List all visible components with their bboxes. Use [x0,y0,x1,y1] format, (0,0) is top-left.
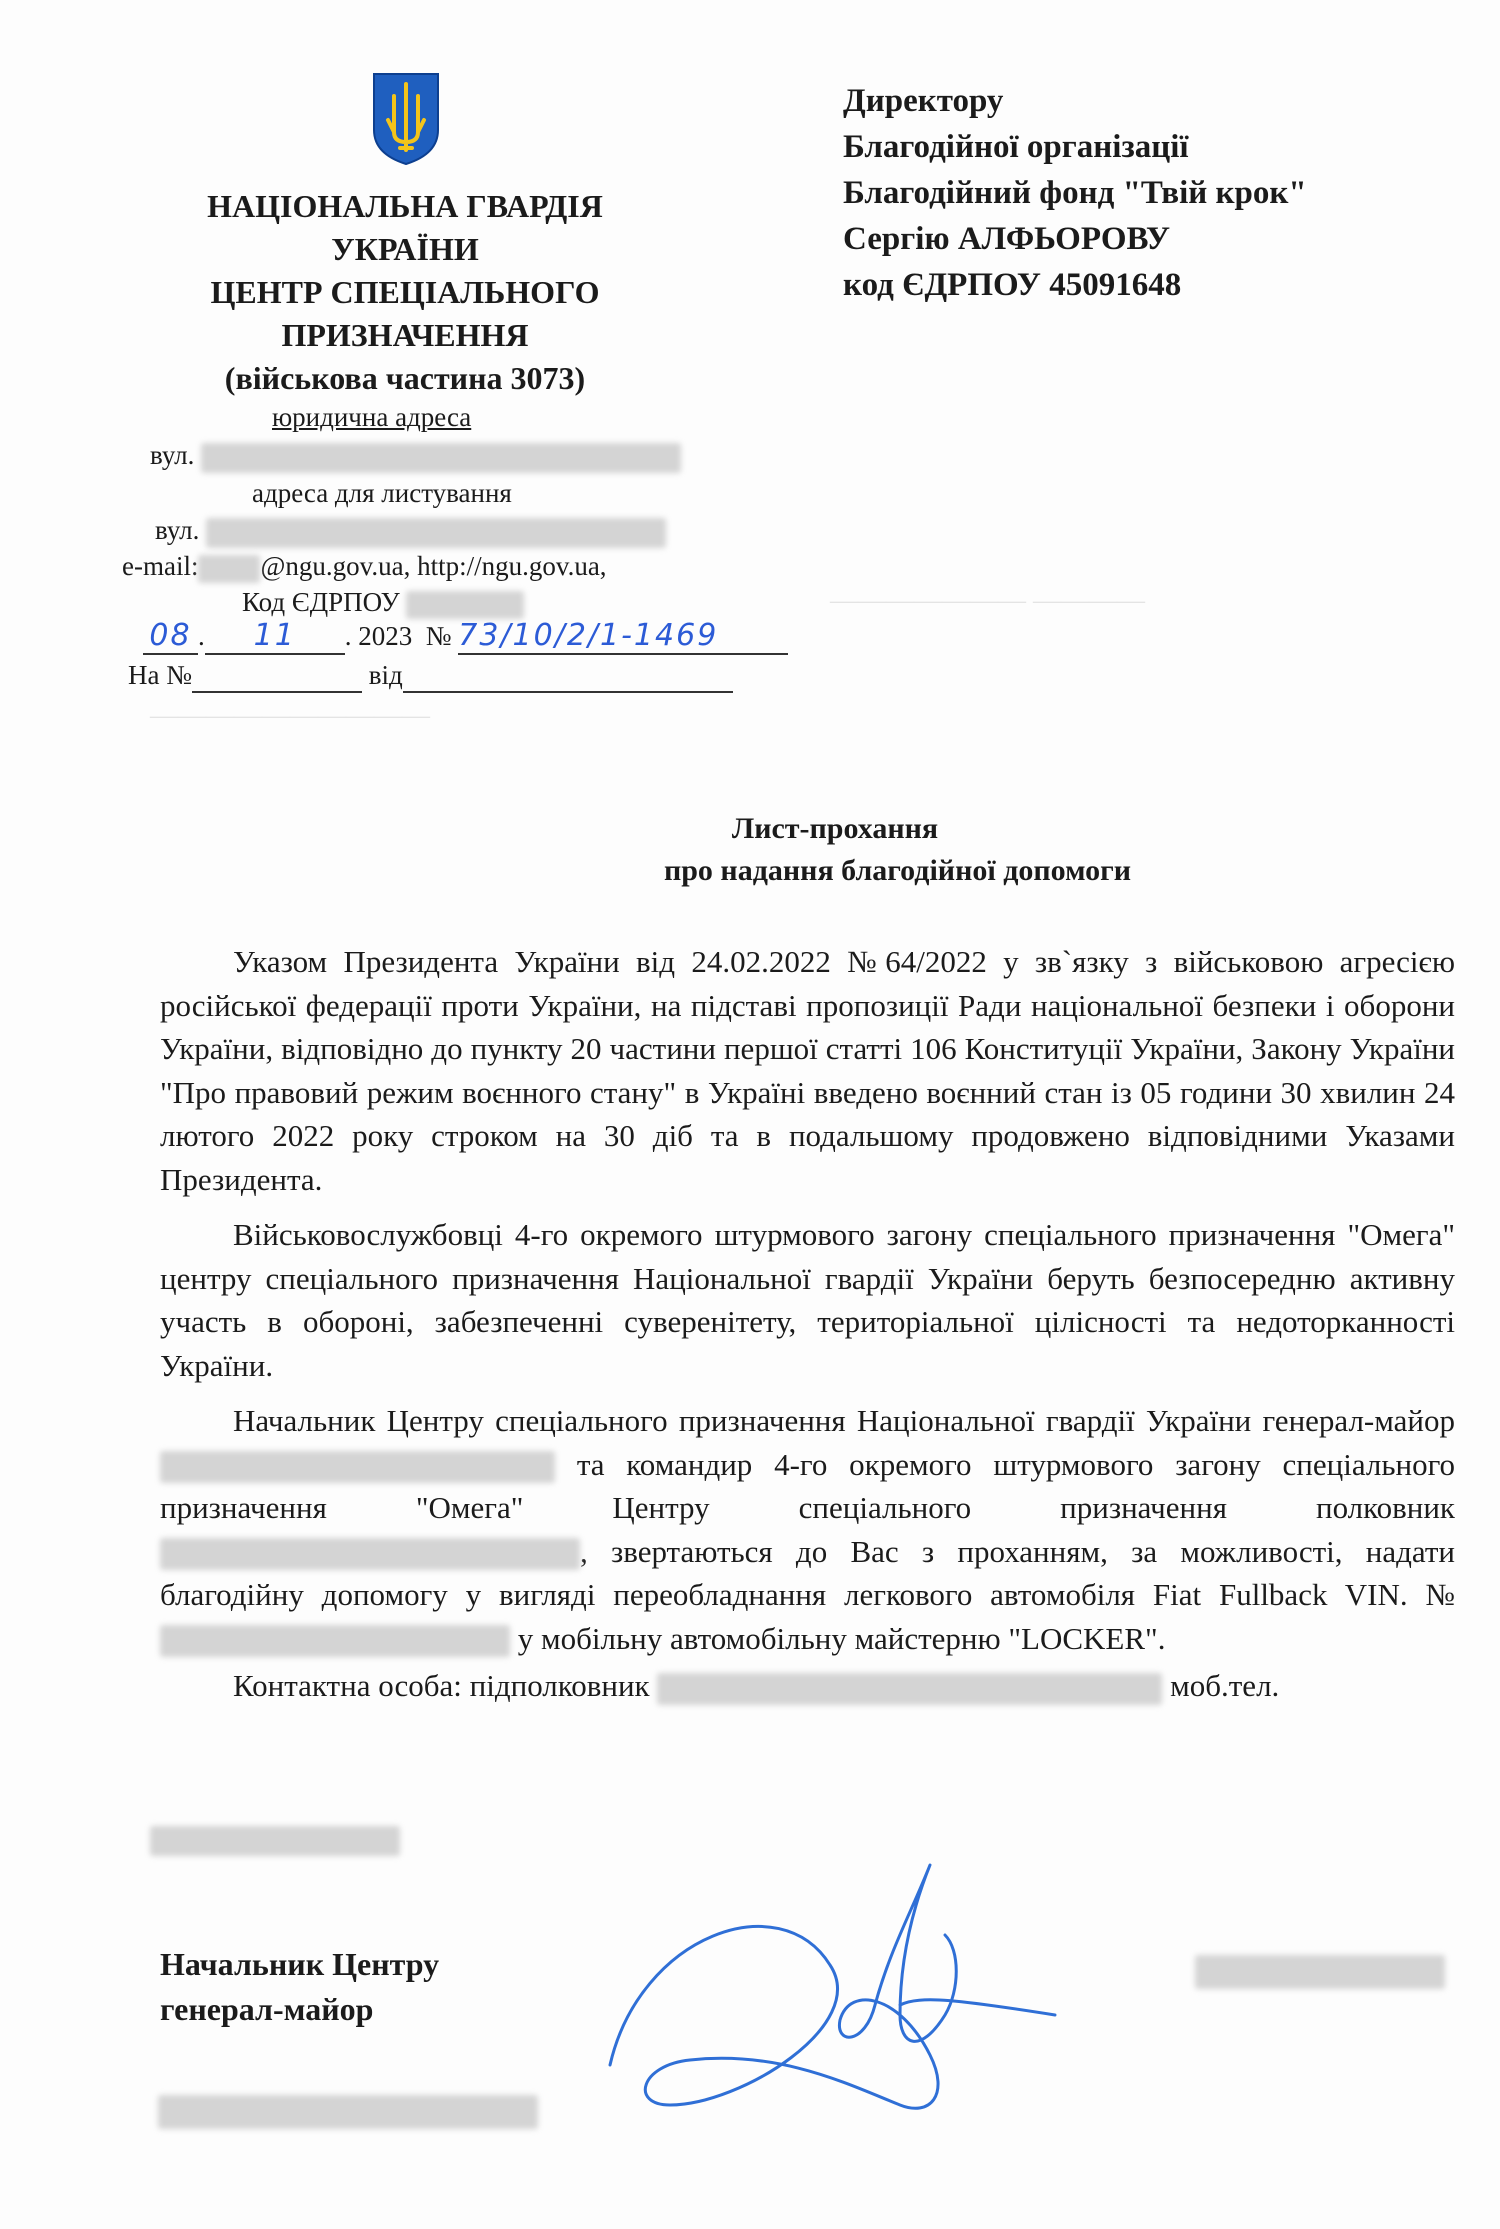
recipient-line: Директору [843,83,1004,119]
redacted-block [160,1538,580,1570]
reply-date-field [403,660,733,693]
request-text: Начальник Центру спеціального призначення Національної гвардії України генерал-майор [233,1403,1455,1438]
paragraph-request [160,1399,1455,1660]
recipient-line: Благодійної організації [843,129,1189,165]
request-text: та командир 4-го окремого штурмового загону спеціального призначення "Омега" Центру спеціального призначення полковник [160,1446,1456,1525]
contact-text: Контактна особа: підполковник [233,1668,650,1703]
street-prefix: вул. [155,515,200,545]
title-line-2: про надання благодійної допомоги [663,854,1132,887]
legal-address-label: юридична адреса [272,402,472,432]
mail-address-label: адреса для листування [252,478,512,508]
date-month-field [205,618,345,655]
redacted-block [657,1673,1162,1705]
reply-from-label: від [368,660,403,690]
redacted-block [406,591,524,619]
coat-of-arms-icon [370,70,442,166]
mail-street-line [155,515,666,548]
recipient-line: Благодійний фонд "Твій крок" [843,175,1307,211]
bleed-through-text: ——————— ———— [830,585,1145,616]
paragraph-contact [160,1664,1455,1708]
org-line: ПРИЗНАЧЕННЯ [281,317,529,353]
date-year: . 2023 [344,621,413,651]
email-domain: @ngu.gov.ua, http://ngu.gov.ua, [260,551,607,581]
street-prefix: вул. [150,440,195,470]
redacted-block [158,2095,538,2129]
request-text: , звертаються до Вас з проханням, за можливості, надати благодійну допомогу у вигляді переобладнання легкового автомобіля Fiat Fullback VIN. № [160,1533,1455,1612]
bleed-through-text: —————————— [150,700,430,731]
recipient-block [843,78,1307,308]
redacted-block [201,443,681,473]
org-line: ЦЕНТР СПЕЦІАЛЬНОГО [210,274,600,310]
contact-text: моб.тел. [1170,1668,1280,1703]
email-label: e-mail: [122,551,199,581]
date-day-field [143,618,198,655]
signer-block [160,1942,439,2032]
recipient-line: Сергію АЛФЬОРОВУ [843,221,1171,257]
outgoing-number: 73/10/2/1-1469 [458,618,719,653]
reply-line [128,660,733,693]
handwritten-signature [600,1855,1060,2155]
org-line: (військова частина 3073) [224,360,586,396]
reply-label: На № [128,660,192,690]
document-title [85,808,1500,892]
org-line: НАЦІОНАЛЬНА ГВАРДІЯ [207,188,603,224]
registration-line: 08 . 11 . 2023 № 73/10/2/1-1469 [143,618,788,655]
edrpou-line [242,587,524,619]
legal-street-line [150,440,681,473]
paragraph-servicemen: Військовослужбовці 4-го окремого штурмового загону спеціального призначення "Омега" центру спеціального призначення Національної гвардії України беруть безпосередню активну участь в обороні, забезпеченні суверенітету, територіальної цілісності та недоторканності України. [160,1217,1455,1383]
redacted-block [198,555,260,583]
date-month: 11 [253,618,296,653]
email-line [122,551,607,583]
redacted-block [150,1826,400,1856]
number-label: № [425,621,452,651]
paragraph-decree: Указом Президента України від 24.02.2022 №64/2022 у зв`язку з військовою агресією російської федерації проти України, на підставі пропозиції Ради національної безпеки і оборони України, відповідно до пункту 20 частини першої статті 106 Конституції України, Закону України "Про правовий режим воєнного стану" в Україні введено воєнний стан із 05 години 30 хвилин 24 лютого 2022 року строком на 30 діб та в подальшому продовжено відповідними Указами Президента. [160,944,1455,1197]
sender-organization [120,185,690,400]
recipient-line: код ЄДРПОУ 45091648 [843,267,1182,303]
date-day: 08 [149,618,192,653]
title-line-1: Лист-прохання [731,812,939,845]
redacted-block [160,1625,510,1657]
redacted-block [160,1451,555,1483]
org-line: УКРАЇНИ [331,231,479,267]
redacted-block [206,518,666,548]
request-text: у мобільну автомобільну майстерню "LOCKER". [517,1620,1166,1656]
signer-title: Начальник Центру [160,1946,440,1982]
letter-body [160,940,1455,1708]
reply-number-field [192,660,362,693]
edrpou-label: Код ЄДРПОУ [242,587,400,617]
signer-rank: генерал-майор [160,1991,374,2027]
redacted-block [1195,1955,1445,1989]
number-field [458,618,788,655]
